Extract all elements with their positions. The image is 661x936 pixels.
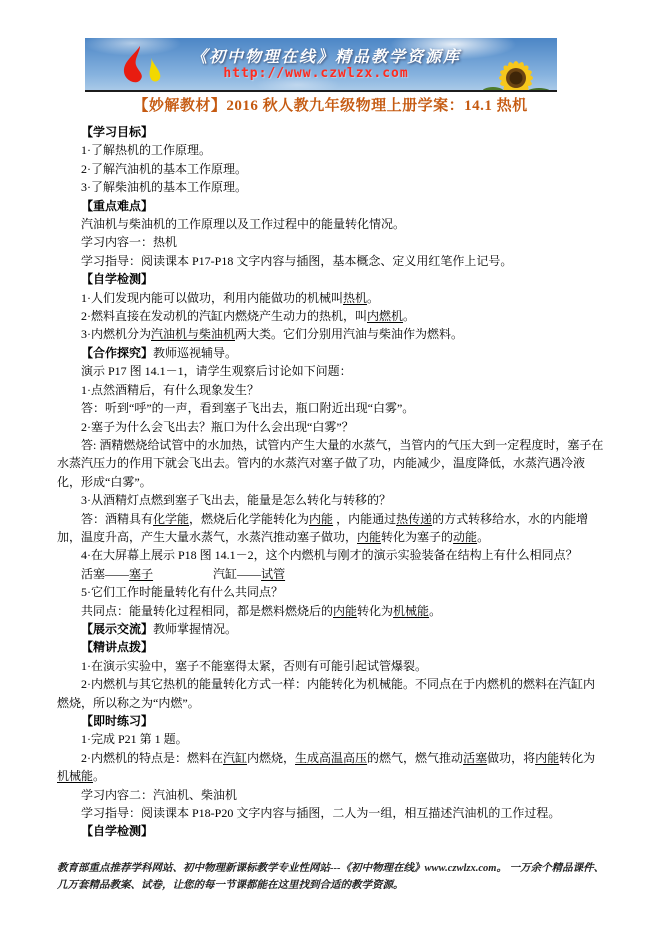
text-run: 教师巡视辅导。 — [153, 345, 238, 360]
text-run: 2·内燃机的特点是：燃料在 — [81, 750, 223, 765]
text-run: 转化为 — [559, 750, 596, 765]
paragraph — [57, 786, 606, 804]
blank-answer: 汽缸 — [223, 750, 248, 765]
text-run: 的燃气，燃气推动 — [367, 750, 464, 765]
blank-answer: 内能 — [535, 750, 560, 765]
text-run: 2·了解汽油机的基本工作原理。 — [81, 161, 247, 176]
paragraph — [57, 583, 606, 601]
text-run: 共同点：能量转化过程相同，都是燃料燃烧后的 — [81, 603, 334, 618]
text-run: 做功，将 — [487, 750, 536, 765]
site-banner — [85, 38, 557, 92]
text-run: 演示 P17 图 14.1－1，请学生观察后讨论如下问题： — [81, 364, 352, 379]
paragraph — [57, 123, 606, 141]
paragraph — [57, 510, 606, 547]
paragraph — [57, 197, 606, 215]
text-run: ，内能通过 — [333, 511, 397, 526]
blank-answer: 内燃机 — [367, 309, 404, 324]
paragraph — [57, 620, 606, 638]
paragraph — [57, 381, 606, 399]
paragraph — [57, 657, 606, 675]
paragraph — [57, 712, 606, 730]
paragraph — [57, 546, 606, 564]
section-heading: 【重点难点】 — [81, 198, 154, 213]
text-run: 。 — [367, 290, 380, 305]
document-body — [57, 123, 606, 841]
section-heading: 【即时练习】 — [81, 714, 154, 728]
paragraph — [57, 822, 606, 840]
paragraph — [57, 252, 606, 270]
footer-promo-text — [57, 861, 637, 894]
paragraph — [57, 141, 606, 159]
blank-answer: 内能 — [357, 529, 382, 544]
paragraph — [57, 399, 606, 417]
text-run: 。 — [429, 603, 442, 618]
paragraph — [57, 436, 606, 491]
text-run: 3·从酒精灯点燃到塞子飞出去，能量是怎么转化与转移的？ — [81, 493, 391, 508]
text-run — [153, 567, 213, 581]
text-run: 1·点然酒精后，有什么现象发生？ — [81, 382, 259, 397]
blank-answer: 内能 — [309, 511, 334, 526]
paragraph — [57, 602, 606, 620]
text-run: 的方式转移给水，水的内能增加，温度升高，产生大量水蒸气，水蒸汽推动塞子做功， — [57, 511, 589, 544]
section-heading: 【学习目标】 — [81, 125, 154, 139]
banner-site-url: http://www.czwlzx.com — [223, 66, 409, 81]
text-run: 。 — [477, 529, 490, 544]
blank-answer: 内能 — [333, 603, 358, 618]
blank-answer: 化学能 — [153, 511, 190, 526]
text-run: 两大类。它们分别用汽油与柴油作为燃料。 — [235, 327, 464, 342]
text-run: 学习指导：阅读课本 P18-P20 文字内容与插图，二人为一组，相互描述汽油机的工作过程。 — [81, 806, 561, 821]
paragraph — [57, 730, 606, 748]
blank-answer: 塞子 — [129, 566, 154, 581]
blank-answer: 汽油机与柴油机 — [151, 327, 236, 342]
paragraph — [57, 344, 606, 362]
paragraph — [57, 418, 606, 436]
paragraph — [57, 491, 606, 509]
blank-answer: 试管 — [261, 566, 286, 581]
blank-answer: 热传递 — [396, 511, 433, 526]
section-heading: 【合作探究】 — [81, 345, 154, 360]
text-run: 。 — [93, 769, 106, 784]
paragraph — [57, 638, 606, 656]
blank-answer: 动能 — [453, 529, 478, 544]
paragraph — [57, 233, 606, 251]
text-run: 转化为塞子的 — [381, 529, 454, 544]
text-run: 3·内燃机分为 — [81, 327, 151, 342]
footer-line-2: 几万套精品教案、试卷，让您的每一节课都能在这里找到合适的教学资源。 — [57, 879, 404, 891]
text-run: 转化为 — [357, 603, 394, 618]
text-run: 5·它们工作时能量转化有什么共同点？ — [81, 585, 283, 600]
section-heading: 【自学检测】 — [81, 272, 154, 287]
text-run: 2·内燃机与其它热机的能量转化方式一样：内能转化为机械能。不同点在于内燃机的燃料在汽缸内燃烧，所以称之为“内燃”。 — [57, 677, 595, 710]
paragraph — [57, 362, 606, 380]
text-run: 1·在演示实验中，塞子不能塞得太紧，否则有可能引起试管爆裂。 — [81, 658, 427, 673]
text-run: 活塞—— — [81, 566, 130, 581]
section-heading: 【精讲点拨】 — [81, 640, 154, 655]
text-run: 答: 酒精燃烧给试管中的水加热，试管内产生大量的水蒸气，当管内的气压大到一定程度时，塞子在水蒸汽压力的作用下就会飞出去。管内的水蒸汽对塞子做了功，内能减少，温度降低，水蒸汽遇冷液化，形成“白雾”。 — [57, 437, 604, 489]
paragraph — [57, 749, 606, 786]
section-heading: 【自学检测】 — [81, 824, 154, 839]
paragraph — [57, 804, 606, 822]
text-run: 内燃烧， — [247, 750, 296, 765]
text-run: 2·燃料直接在发动机的汽缸内燃烧产生动力的热机，叫 — [81, 309, 367, 324]
text-run: 学习内容二：汽油机、柴油机 — [81, 787, 238, 802]
blank-answer: 热机 — [343, 290, 368, 305]
text-run: 。 — [403, 309, 416, 324]
document-title: 【妙解教材】2016 秋人教九年级物理上册学案：14.1 热机 — [133, 98, 528, 114]
paragraph — [57, 565, 606, 583]
text-run: 学习指导：阅读课本 P17-P18 文字内容与插图，基本概念、定义用红笔作上记号。 — [81, 253, 513, 268]
section-heading: 【展示交流】 — [81, 621, 154, 636]
text-run: 3·了解柴油机的基本工作原理。 — [81, 180, 247, 195]
text-run: 4·在大屏幕上展示 P18 图 14.1－2，这个内燃机与刚才的演示实验装备在结构上有什么相同点？ — [81, 548, 578, 563]
paragraph — [57, 160, 606, 178]
paragraph — [57, 325, 606, 343]
paragraph — [57, 178, 606, 196]
text-run: 2·塞子为什么会飞出去？瓶口为什么会出现“白雾”？ — [81, 419, 354, 434]
text-run: 教师掌握情况。 — [153, 621, 238, 636]
footer-line-1: 教育部重点推荐学科网站、初中物理新课标教学专业性网站---《初中物理在线》www.czwlzx.com。 一万余个精品课件、 — [57, 863, 605, 874]
text-run: 汽油机与柴油机的工作原理以及工作过程中的能量转化情况。 — [81, 217, 406, 232]
text-run: 汽缸—— — [213, 566, 262, 581]
paragraph — [57, 215, 606, 233]
blank-answer: 机械能 — [57, 769, 94, 784]
text-run: 答：听到“呼”的一声，看到塞子飞出去，瓶口附近出现“白雾”。 — [81, 401, 415, 416]
blank-answer: 活塞 — [463, 750, 488, 765]
paragraph — [57, 270, 606, 288]
text-run: 1·完成 P21 第 1 题。 — [81, 732, 188, 747]
text-run: 学习内容一：热机 — [81, 235, 178, 250]
paragraph — [57, 289, 606, 307]
text-run: 1·了解热机的工作原理。 — [81, 143, 211, 158]
text-run: ，燃烧后化学能转化为 — [189, 511, 310, 526]
banner-site-title: 《初中物理在线》精品教学资源库 — [190, 49, 461, 66]
paragraph — [57, 307, 606, 325]
text-run: 答：酒精具有 — [81, 511, 154, 526]
text-run: 1·人们发现内能可以做功，利用内能做功的机械叫 — [81, 290, 343, 305]
blank-answer: 生成高温高压 — [295, 750, 368, 765]
blank-answer: 机械能 — [393, 603, 430, 618]
sunflower-image — [483, 50, 549, 92]
paragraph — [57, 675, 606, 712]
